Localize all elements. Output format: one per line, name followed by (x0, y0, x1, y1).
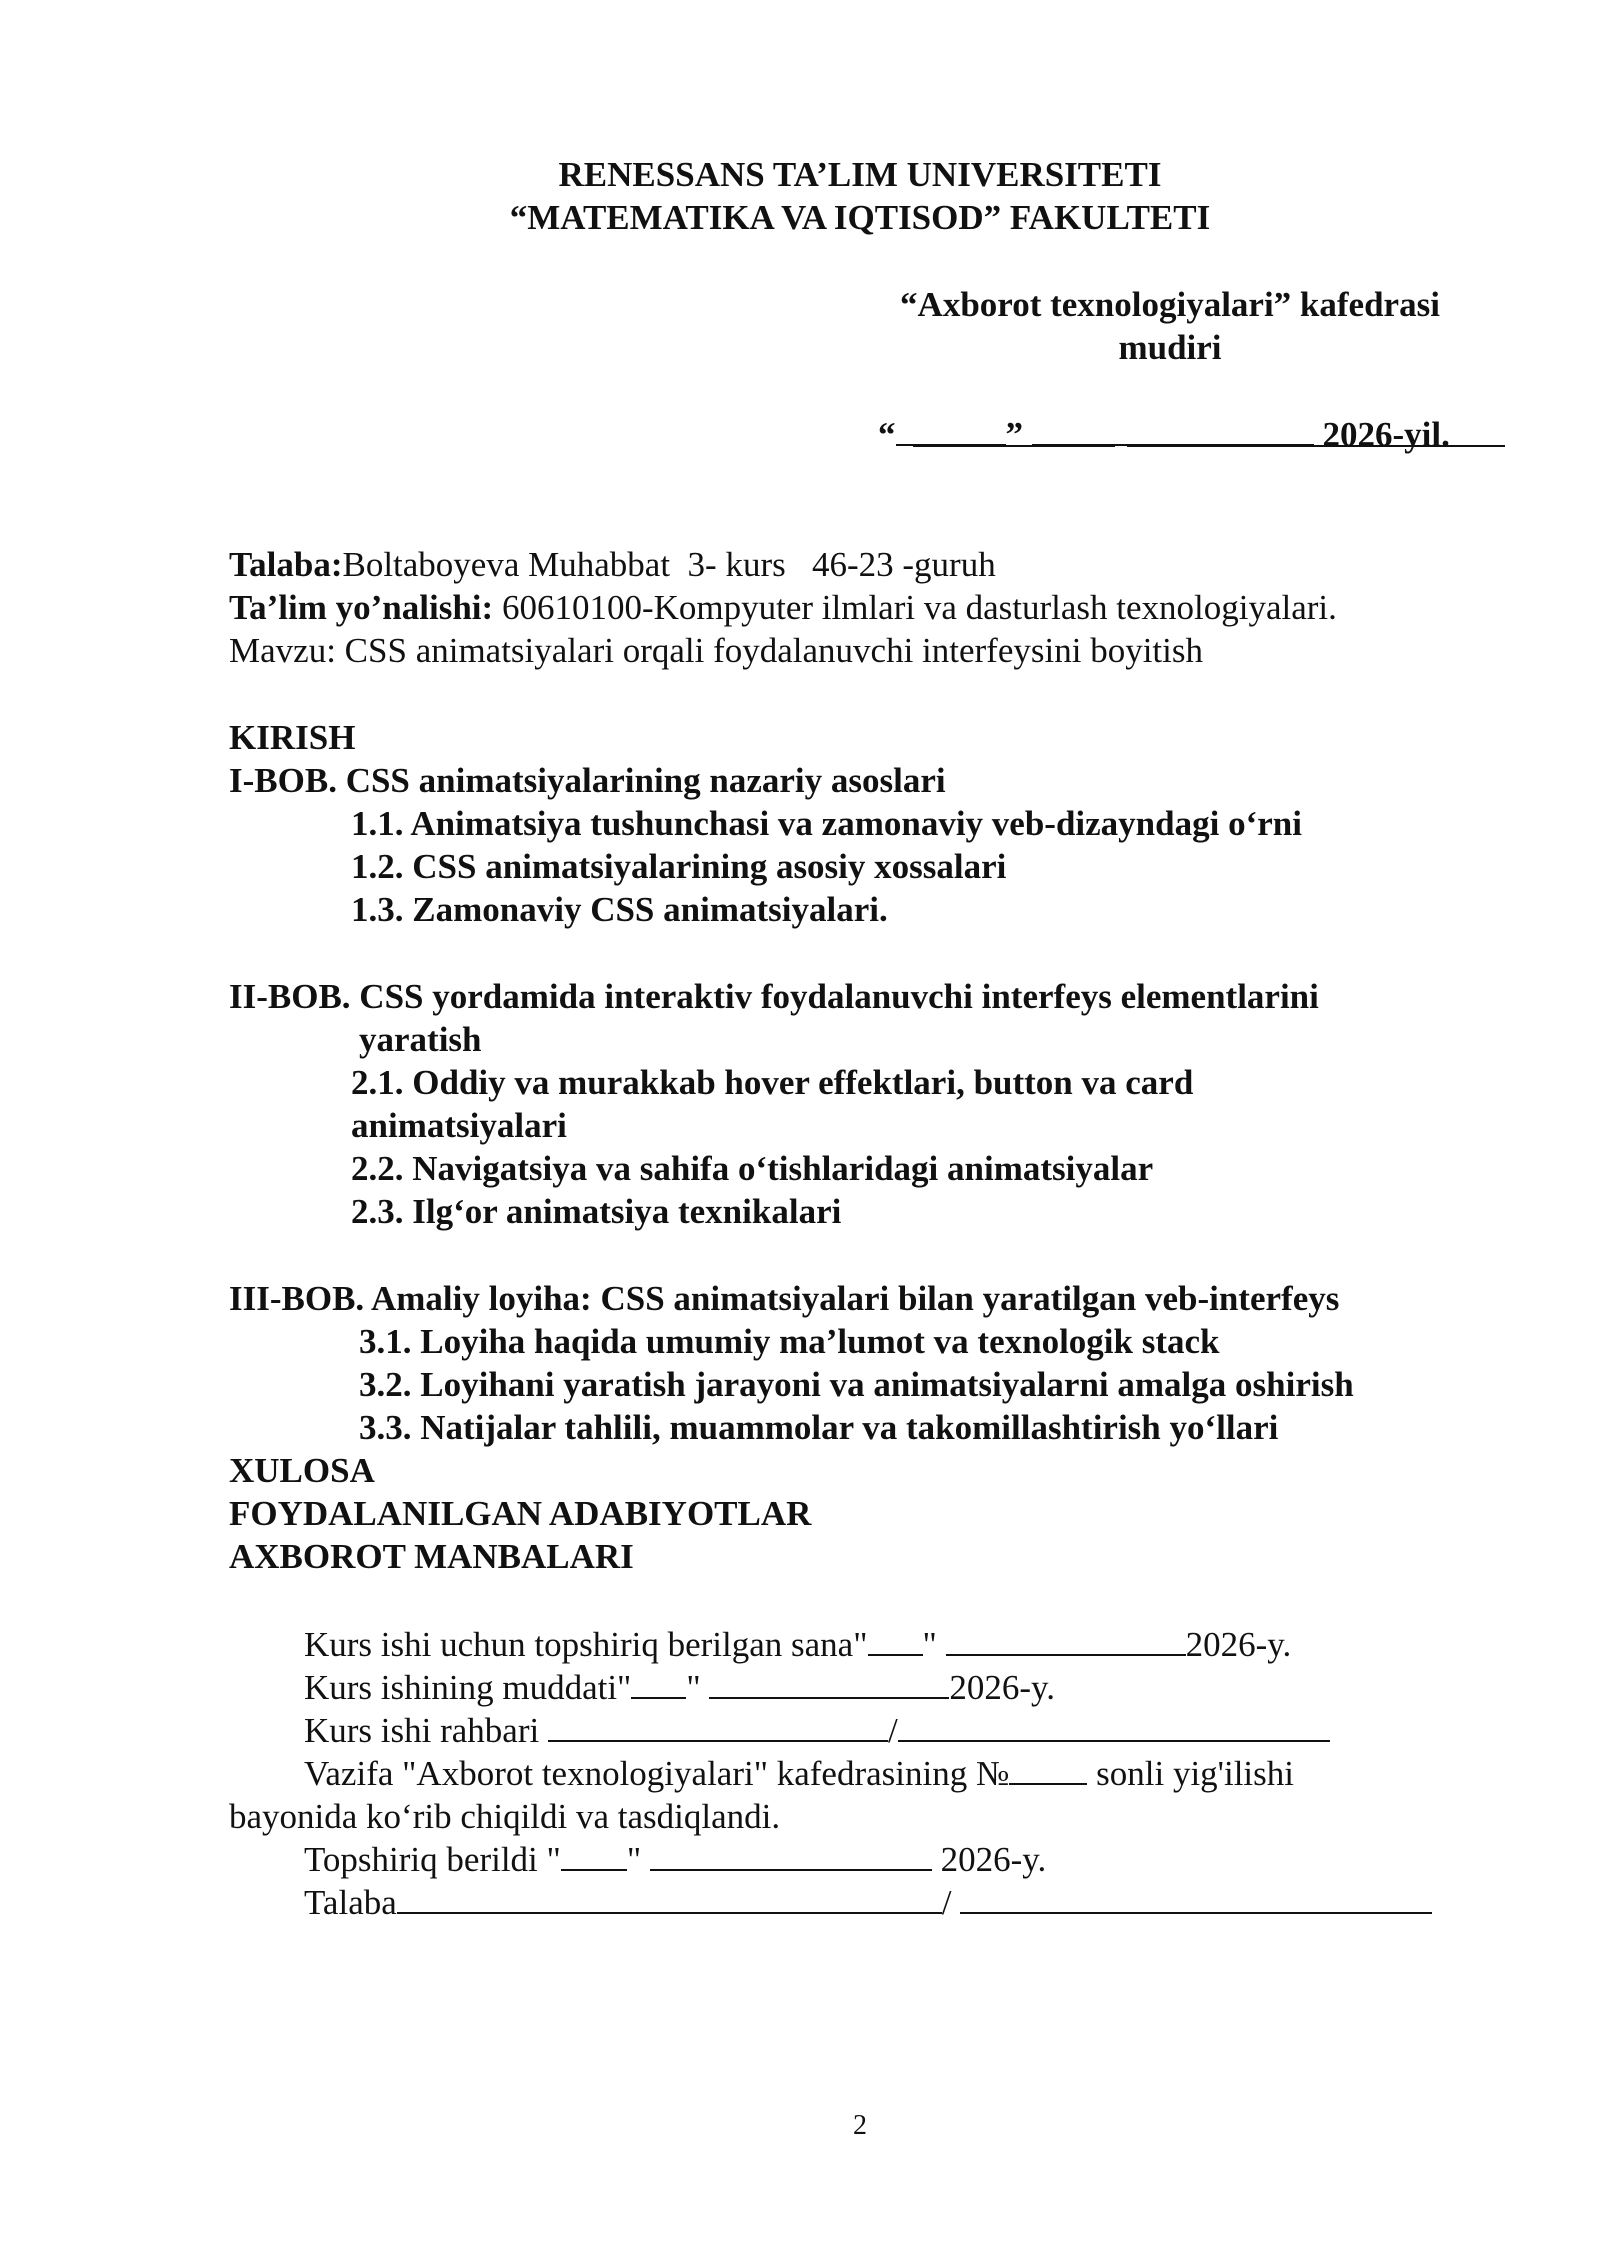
date-year: 2026-yil. (1322, 415, 1450, 454)
day-blank (896, 414, 1006, 446)
toc-sources: AXBOROT MANBALARI (229, 1537, 634, 1576)
direction-label: Ta’lim yo’nalishi: (229, 588, 494, 627)
deadline-day-blank (631, 1667, 686, 1699)
assignment-year: 2026-y. (1185, 1625, 1292, 1664)
toc-conclusion: XULOSA (229, 1451, 375, 1490)
toc-section-1-2: 1.2. CSS animatsiyalarining asosiy xossalari (351, 847, 1007, 886)
toc-section-2-1-cont: animatsiyalari (351, 1106, 567, 1145)
toc-section-2-3: 2.3. Ilg‘or animatsiya texnikalari (351, 1192, 842, 1231)
student-signature-blank (960, 1882, 1432, 1914)
direction-line (229, 586, 1337, 630)
deadline-label: Kurs ishining muddati" (304, 1668, 632, 1707)
slash: / (941, 1883, 961, 1922)
student-value: Boltaboyeva Muhabbat 3- kurs 46-23 -guruh (342, 545, 996, 584)
date-open-quote: “ (878, 415, 896, 454)
date-close-quote: ” (1005, 415, 1023, 454)
student-label: Talaba: (229, 545, 343, 584)
supervisor-line (304, 1709, 1330, 1753)
toc-chapter-2-cont: yaratish (359, 1020, 482, 1059)
university-title: RENESSANS TA’LIM UNIVERSITETI (558, 155, 1162, 194)
student-signature-label: Talaba (304, 1883, 397, 1922)
assignment-day-blank (868, 1624, 923, 1656)
toc-section-3-1: 3.1. Loyiha haqida umumiy ma’lumot va texnologik stack (359, 1322, 1220, 1361)
student-signature-line (304, 1881, 1432, 1925)
toc-chapter-1: I-BOB. CSS animatsiyalarining nazariy asoslari (229, 761, 946, 800)
toc-section-1-1: 1.1. Animatsiya tushunchasi va zamonaviy veb-dizayndagi o‘rni (351, 804, 1302, 843)
toc-chapter-3: III-BOB. Amaliy loyiha: CSS animatsiyalari bilan yaratilgan veb-interfeys (229, 1279, 1340, 1318)
meeting-suffix: sonli yig'ilishi (1087, 1754, 1294, 1793)
student-name-blank (397, 1882, 942, 1914)
slash: / (887, 1711, 898, 1750)
direction-value: 60610100-Kompyuter ilmlari va dasturlash texnologiyalari. (493, 588, 1337, 627)
student-line (229, 543, 996, 587)
toc-section-2-1: 2.1. Oddiy va murakkab hover effektlari, button va card (351, 1063, 1194, 1102)
assigned-year: 2026-y. (931, 1840, 1047, 1879)
assigned-day-blank (561, 1839, 627, 1871)
assignment-date-line (304, 1623, 1291, 1667)
page-number: 2 (853, 2110, 867, 2141)
toc-section-1-3: 1.3. Zamonaviy CSS animatsiyalari. (351, 890, 888, 929)
toc-chapter-2: II-BOB. CSS yordamida interaktiv foydalanuvchi interfeys elementlarini (229, 977, 1319, 1016)
approval-date-line (878, 413, 1450, 457)
quote-close: " (626, 1840, 650, 1879)
toc-section-3-3: 3.3. Natijalar tahlili, muammolar va takomillashtirish yo‘llari (359, 1408, 1279, 1447)
meeting-number-blank (1009, 1753, 1087, 1785)
meeting-line (304, 1752, 1294, 1796)
assigned-label: Topshiriq berildi " (304, 1840, 561, 1879)
approval-department: “Axborot texnologiyalari” kafedrasi (900, 285, 1440, 324)
deadline-year: 2026-y. (949, 1668, 1056, 1707)
assignment-date-label: Kurs ishi uchun topshiriq berilgan sana" (304, 1625, 868, 1664)
supervisor-name-blank (548, 1710, 888, 1742)
assignment-month-blank (946, 1624, 1186, 1656)
deadline-month-blank (709, 1667, 949, 1699)
quote-close: " (922, 1625, 946, 1664)
approval-position: mudiri (1118, 328, 1222, 367)
topic-line: Mavzu: CSS animatsiyalari orqali foydalanuvchi interfeysini boyitish (229, 631, 1203, 670)
assigned-month-blank (650, 1839, 932, 1871)
supervisor-label: Kurs ishi rahbari (304, 1711, 548, 1750)
meeting-label: Vazifa "Axborot texnologiyalari" kafedrasining № (304, 1754, 1010, 1793)
quote-close: " (686, 1668, 710, 1707)
month-blank (1032, 414, 1314, 446)
deadline-line (304, 1666, 1055, 1710)
toc-section-3-2: 3.2. Loyihani yaratish jarayoni va animatsiyalarni amalga oshirish (359, 1365, 1354, 1404)
toc-references: FOYDALANILGAN ADABIYOTLAR (229, 1494, 812, 1533)
toc-section-2-2: 2.2. Navigatsiya va sahifa o‘tishlaridagi animatsiyalar (351, 1149, 1154, 1188)
supervisor-signature-blank (898, 1710, 1330, 1742)
assigned-line (304, 1838, 1046, 1882)
approved-line: bayonida ko‘rib chiqildi va tasdiqlandi. (229, 1797, 781, 1836)
faculty-title: “MATEMATIKA VA IQTISOD” FAKULTETI (509, 198, 1211, 237)
toc-intro: KIRISH (229, 718, 356, 757)
